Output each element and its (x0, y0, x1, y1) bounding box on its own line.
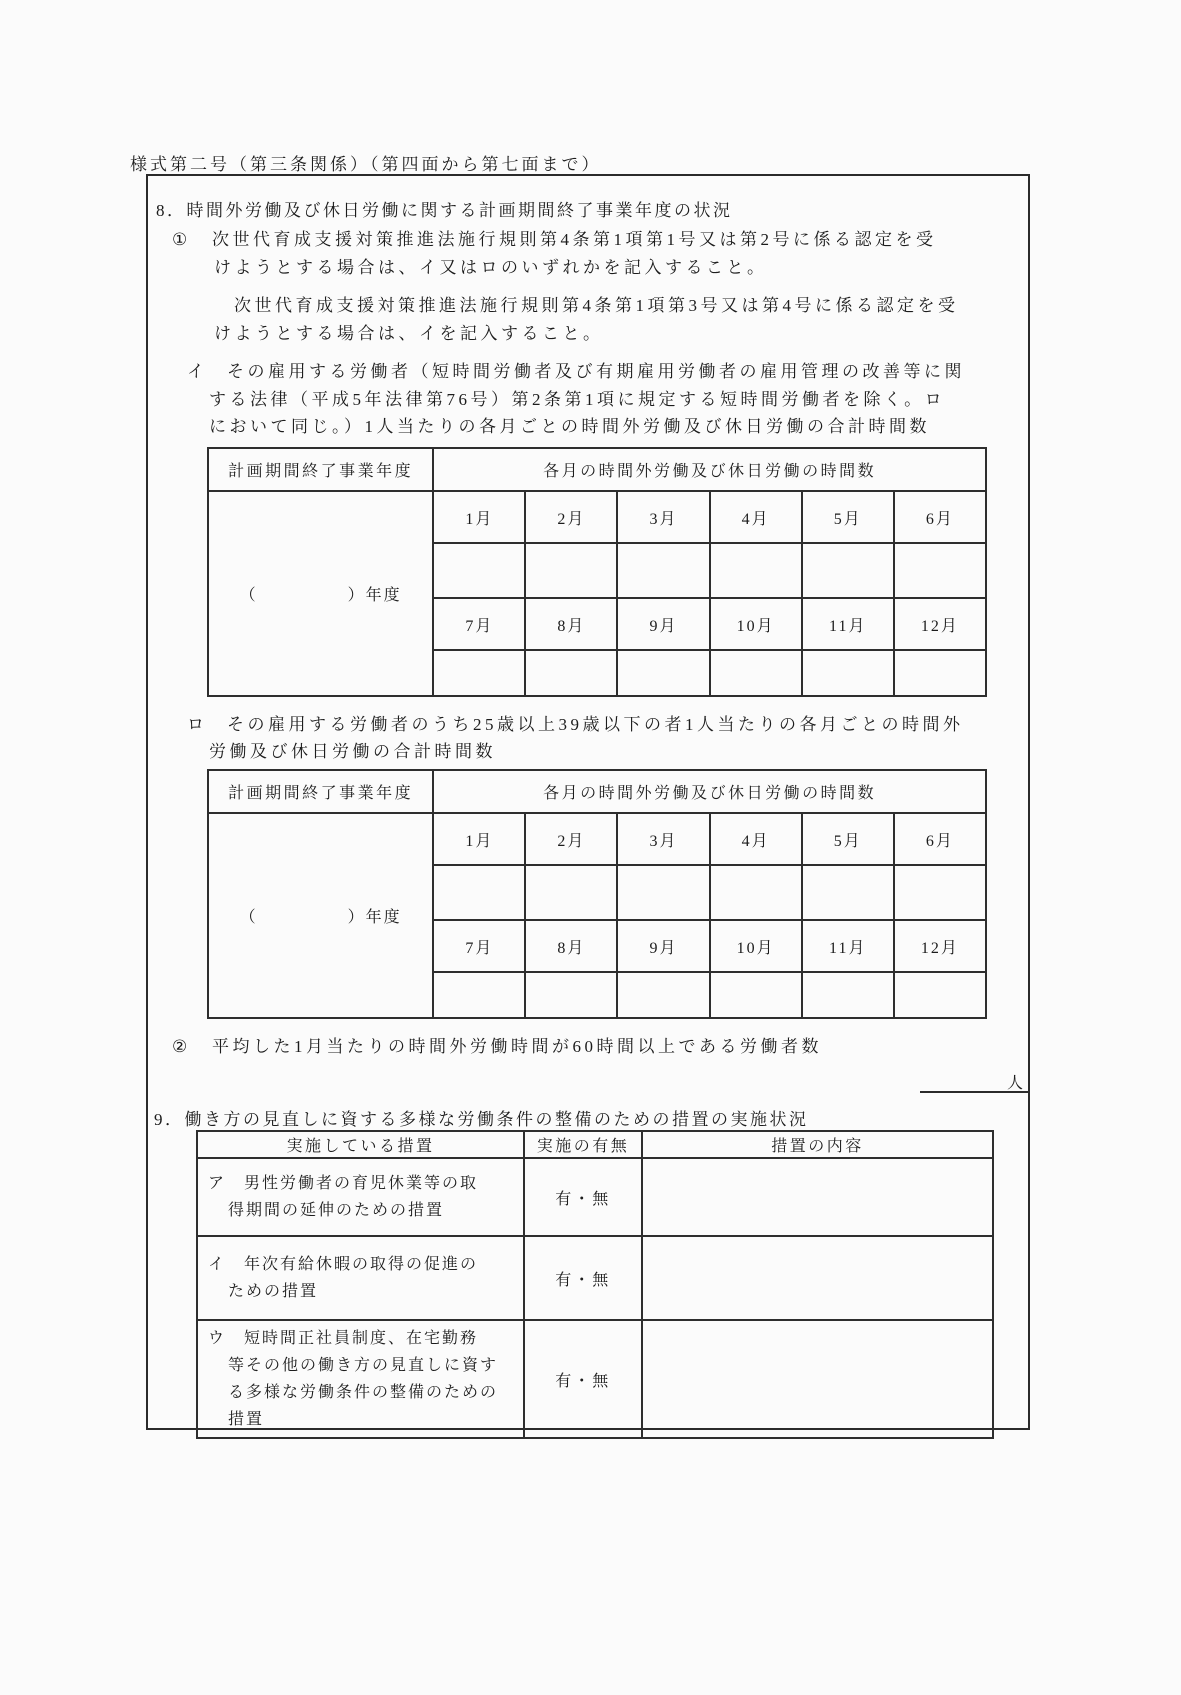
overtime-entry-cell[interactable] (617, 972, 709, 1018)
overtime-entry-cell[interactable] (802, 865, 894, 920)
month-label-cell: 2月 (525, 491, 617, 543)
months-header-cell: 各月の時間外労働及び休日労働の時間数 (433, 770, 986, 813)
month-label-cell: 5月 (802, 491, 894, 543)
measure-text: 年次有給休暇の取得の促進の (244, 1256, 479, 1273)
status-choice-cell[interactable]: 有・無 (524, 1158, 642, 1236)
clause2-marker: ② (172, 1037, 191, 1056)
measure-text: 措置 (228, 1411, 265, 1428)
form-body-box (146, 174, 1030, 1430)
measure-cell-c (197, 1320, 524, 1438)
overtime-entry-cell[interactable] (710, 543, 802, 598)
month-label-cell: 7月 (433, 920, 525, 972)
status-choice-cell[interactable]: 有・無 (524, 1320, 642, 1438)
month-label-cell: 9月 (617, 598, 709, 650)
month-label-cell: 4月 (710, 813, 802, 865)
overtime-entry-cell[interactable] (617, 650, 709, 696)
form-number-line: 様式第二号（第三条関係）（第四面から第七面まで） (130, 155, 602, 174)
overtime-entry-cell[interactable] (525, 865, 617, 920)
month-label-cell: 11月 (802, 598, 894, 650)
overtime-entry-cell[interactable] (525, 972, 617, 1018)
measure-text: 男性労働者の育児休業等の取 (244, 1175, 479, 1192)
clause1-para1-line2: けようとする場合は、イ又はロのいずれかを記入すること。 (214, 258, 768, 277)
month-label-cell: 10月 (710, 920, 802, 972)
overtime-entry-cell[interactable] (617, 865, 709, 920)
measure-text: る多様な労働条件の整備のための (228, 1384, 499, 1401)
item-i-line1: その雇用する労働者（短時間労働者及び有期雇用労働者の雇用管理の改善等に関 (227, 362, 965, 381)
overtime-entry-cell[interactable] (894, 650, 986, 696)
measure-cell-b (197, 1236, 524, 1320)
measure-text: 短時間正社員制度、在宅勤務 (244, 1330, 479, 1347)
clause2-text: 平均した1月当たりの時間外労働時間が60時間以上である労働者数 (212, 1037, 822, 1056)
clause1-marker: ① (172, 230, 191, 249)
month-label-cell: 5月 (802, 813, 894, 865)
clause1-para2-line2: けようとする場合は、イを記入すること。 (214, 324, 604, 343)
overtime-entry-cell[interactable] (802, 650, 894, 696)
month-label-cell: 12月 (894, 598, 986, 650)
measure-text: 等その他の働き方の見直しに資す (228, 1357, 499, 1374)
overtime-entry-cell[interactable] (802, 543, 894, 598)
month-label-cell: 8月 (525, 598, 617, 650)
overtime-entry-cell[interactable] (894, 543, 986, 598)
month-label-cell: 8月 (525, 920, 617, 972)
overtime-entry-cell[interactable] (525, 543, 617, 598)
measures-col-header: 実施している措置 (197, 1131, 524, 1158)
corner-header-cell: 計画期間終了事業年度 (208, 770, 433, 813)
detail-entry-cell[interactable] (642, 1236, 993, 1320)
overtime-entry-cell[interactable] (433, 865, 525, 920)
overtime-table-i (207, 447, 987, 697)
overtime-entry-cell[interactable] (525, 650, 617, 696)
overtime-entry-cell[interactable] (617, 543, 709, 598)
corner-header-cell: 計画期間終了事業年度 (208, 448, 433, 491)
measure-label: ア (208, 1175, 227, 1192)
overtime-entry-cell[interactable] (433, 650, 525, 696)
item-i-line2: する法律（平成5年法律第76号）第2条第1項に規定する短時間労働者を除く。ロ (209, 390, 946, 409)
measure-label: ウ (208, 1330, 227, 1347)
overtime-table-ro (207, 769, 987, 1019)
unit-person-label: 人 (1006, 1075, 1024, 1092)
worker-count-blank-field[interactable] (920, 1075, 1030, 1093)
item-ro-label: ロ (187, 715, 208, 734)
item-ro-line2: 労働及び休日労働の合計時間数 (209, 742, 496, 761)
overtime-entry-cell[interactable] (710, 650, 802, 696)
month-label-cell: 10月 (710, 598, 802, 650)
measure-label: イ (208, 1256, 227, 1273)
measures-table (196, 1130, 994, 1439)
section8-heading: 8．時間外労働及び休日労働に関する計画期間終了事業年度の状況 (156, 201, 733, 220)
month-label-cell: 1月 (433, 813, 525, 865)
months-header-cell: 各月の時間外労働及び休日労働の時間数 (433, 448, 986, 491)
overtime-entry-cell[interactable] (433, 972, 525, 1018)
measure-cell-a (197, 1158, 524, 1236)
detail-entry-cell[interactable] (642, 1158, 993, 1236)
month-label-cell: 6月 (894, 813, 986, 865)
detail-col-header: 措置の内容 (642, 1131, 993, 1158)
fiscal-year-cell[interactable]: （ ）年度 (208, 491, 433, 696)
clause1-para2-line1: 次世代育成支援対策推進法施行規則第4条第1項第3号又は第4号に係る認定を受 (234, 296, 959, 315)
fiscal-year-cell[interactable]: （ ）年度 (208, 813, 433, 1018)
month-label-cell: 3月 (617, 813, 709, 865)
overtime-entry-cell[interactable] (433, 543, 525, 598)
overtime-entry-cell[interactable] (710, 972, 802, 1018)
measure-text: ための措置 (228, 1283, 319, 1300)
overtime-entry-cell[interactable] (894, 972, 986, 1018)
month-label-cell: 3月 (617, 491, 709, 543)
month-label-cell: 12月 (894, 920, 986, 972)
clause1-para1-line1: 次世代育成支援対策推進法施行規則第4条第1項第1号又は第2号に係る認定を受 (212, 230, 937, 249)
overtime-entry-cell[interactable] (710, 865, 802, 920)
month-label-cell: 6月 (894, 491, 986, 543)
month-label-cell: 7月 (433, 598, 525, 650)
detail-entry-cell[interactable] (642, 1320, 993, 1438)
item-i-label: イ (187, 362, 208, 381)
overtime-entry-cell[interactable] (802, 972, 894, 1018)
month-label-cell: 9月 (617, 920, 709, 972)
item-ro-line1: その雇用する労働者のうち25歳以上39歳以下の者1人当たりの各月ごとの時間外 (227, 715, 964, 734)
section9-heading: 9．働き方の見直しに資する多様な労働条件の整備のための措置の実施状況 (154, 1110, 809, 1129)
measure-text: 得期間の延伸のための措置 (228, 1202, 445, 1219)
month-label-cell: 4月 (710, 491, 802, 543)
month-label-cell: 2月 (525, 813, 617, 865)
month-label-cell: 11月 (802, 920, 894, 972)
status-col-header: 実施の有無 (524, 1131, 642, 1158)
item-i-line3: において同じ。）1人当たりの各月ごとの時間外労働及び休日労働の合計時間数 (209, 417, 930, 436)
overtime-entry-cell[interactable] (894, 865, 986, 920)
status-choice-cell[interactable]: 有・無 (524, 1236, 642, 1320)
month-label-cell: 1月 (433, 491, 525, 543)
